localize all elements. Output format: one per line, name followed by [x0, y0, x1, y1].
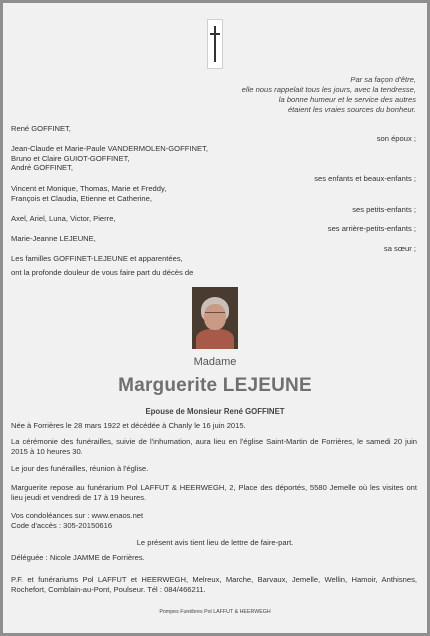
grandchild-line: Vincent et Monique, Thomas, Marie et Freddy, [11, 184, 167, 193]
sister-name: Marie-Jeanne LEJEUNE, [11, 234, 96, 243]
child-line: Bruno et Claire GUIOT-GOFFINET, [11, 154, 130, 163]
notice-text: Le présent avis tient lieu de lettre de faire-part. [136, 538, 294, 547]
husband-role: son époux ; [376, 134, 416, 143]
grandchild-line: François et Claudia, Etienne et Catherine, [11, 194, 152, 203]
epitaph-quote [156, 75, 416, 115]
sister-role: sa sœur ; [383, 244, 416, 253]
ceremony-text: La cérémonie des funérailles, suivie de l'inhumation, aura lieu en l'église Saint-Martin de Forrières, le samedi 20 juin 2015 à 10 heures 30. [11, 437, 417, 456]
child-line: André GOFFINET, [11, 163, 74, 172]
portrait-photo [192, 287, 238, 349]
access-code-text: Code d'accès : 305-20150616 [11, 521, 113, 530]
delegate-text: Déléguée : Nicole JAMME de Forrières. [11, 553, 145, 562]
funeral-home-text: P.F. et funérariums Pol LAFFUT et HEERWEGH, Melreux, Marche, Barvaux, Jemelle, Wellin, Hamoir, Anthisnes, Rochefort, Comblain-au-Pont, Poulseur. Tél : 084/466211. [11, 575, 417, 594]
spouse-line: Epouse de Monsieur René GOFFINET [145, 407, 285, 416]
quote-line: Par sa façon d'être, [350, 75, 416, 84]
footer-text: Pompes Funèbres Pol LAFFUT & HEERWEGH [159, 609, 271, 615]
families-line: Les familles GOFFINET-LEJEUNE et apparentées, [11, 254, 183, 263]
reunion-text: Le jour des funérailles, réunion à l'église. [11, 464, 149, 473]
child-line: Jean-Claude et Marie-Paule VANDERMOLEN-GOFFINET, [11, 144, 208, 153]
great-grandchildren-line: Axel, Ariel, Luna, Victor, Pierre, [11, 214, 116, 223]
deceased-title: Madame [193, 356, 237, 368]
husband-name: René GOFFINET, [11, 124, 71, 133]
birth-death-text: Née à Forrières le 28 mars 1922 et décédée à Chanly le 16 juin 2015. [11, 421, 246, 430]
grandchildren-role: ses petits-enfants ; [352, 205, 416, 214]
quote-line: la bonne humeur et le service des autres [278, 95, 416, 104]
deceased-name: Marguerite LEJEUNE [118, 375, 312, 396]
condolences-text: Vos condoléances sur : www.enaos.net [11, 511, 144, 520]
announcement-line: ont la profonde douleur de vous faire part du décès de [11, 268, 194, 277]
quote-line: elle nous rappelait tous les jours, avec la tendresse, [241, 85, 416, 94]
cross-icon [207, 19, 223, 69]
visits-text: Marguerite repose au funérarium Pol LAFFUT & HEERWEGH, 2, Place des déportés, 5580 Jemelle où les visites ont lieu jeudi et vendredi de 17 à 19 heures. [11, 483, 417, 502]
children-role: ses enfants et beaux-enfants ; [314, 174, 416, 183]
quote-line: étaient les vraies sources du bonheur. [287, 105, 416, 114]
great-grandchildren-role: ses arrière-petits-enfants ; [327, 224, 416, 233]
